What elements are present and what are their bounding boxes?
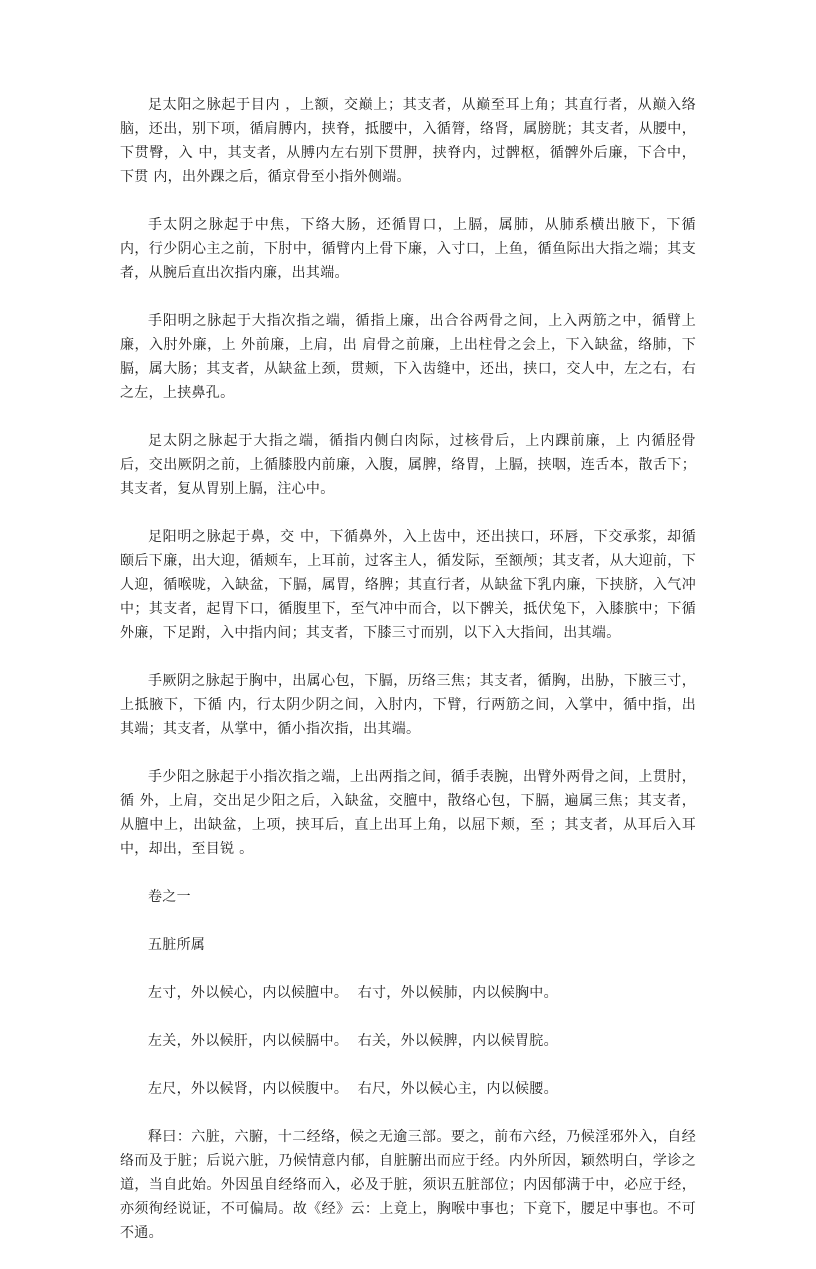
- meridian-paragraph-hand-yangming: 手阳明之脉起于大指次指之端，循指上廉，出合谷两骨之间，上入两筋之中，循臂上廉，入肘外廉，上 外前廉，上肩，出 肩骨之前廉，上出柱骨之会上，下入缺盆，络肺，下膈，属大肠；其支者，从缺盆上颈，贯颊，下入齿缝中，还出，挟口，交人中，左之右，右之左，上挟鼻孔。: [120, 313, 696, 401]
- pulse-line-chi-lower: 左尺，外以候肾，内以候腹中。 右尺，外以候心主，内以候腰。: [148, 1081, 558, 1097]
- subsection-title: 五脏所属: [148, 937, 206, 953]
- document-page: [120, 93, 696, 1269]
- section-title: 卷之一: [148, 889, 191, 905]
- meridian-paragraph-foot-taiyin: 足太阴之脉起于大指之端，循指内侧白肉际，过核骨后，上内踝前廉，上 内循胫骨后，交出厥阴之前，上循膝股内前廉，入腹，属脾，络胃，上膈，挟咽，连舌本，散舌下；其支者，复从胃别上膈，注心中。: [120, 433, 696, 497]
- meridian-paragraph-hand-shaoyang: 手少阳之脉起于小指次指之端，上出两指之间，循手表腕，出臂外两骨之间，上贯肘，循 外，上肩，交出足少阳之后，入缺盆，交膻中，散络心包，下膈，遍属三焦；其支者，从膻中上，出缺盆，上项，挟耳后，直上出耳上角，以屈下颊，至 ；其支者，从耳后入耳中，却出，至目锐 。: [120, 769, 696, 857]
- meridian-paragraph-foot-taiyang: 足太阳之脉起于目内 ，上额，交巅上；其支者，从巅至耳上角；其直行者，从巅入络脑，还出，别下项，循肩膊内，挟脊，抵腰中，入循膂，络肾，属膀胱；其支者，从腰中，下贯臀，入 中，其支者，从膊内左右别下贯胛，挟脊内，过髀枢，循髀外后廉，下合中，下贯 内，出外踝之后，循京骨至小指外侧端。: [120, 97, 696, 185]
- meridian-paragraph-hand-taiyin: 手太阴之脉起于中焦，下络大肠，还循胃口，上膈，属肺，从肺系横出腋下，下循 内，行少阴心主之前，下肘中，循臂内上骨下廉，入寸口，上鱼，循鱼际出大指之端；其支者，从腕后直出次指内廉，出其端。: [120, 217, 696, 281]
- commentary-paragraph: 释曰：六脏，六腑，十二经络，候之无逾三部。要之，前布六经，乃候淫邪外入，自经络而及于脏；后说六脏，乃候情意内郁，自脏腑出而应于经。内外所因，颖然明白，学诊之道，当自此始。外因虽自经络而入，必及于脏，须识五脏部位；内因郁满于中，必应于经，亦须徇经说证，不可偏局。故《经》云：上竟上，胸喉中事也；下竟下，腰足中事也。不可不通。: [120, 1129, 696, 1241]
- pulse-line-guan: 左关，外以候肝，内以候膈中。 右关，外以候脾，内以候胃脘。: [148, 1033, 558, 1049]
- pulse-line-chi-upper: 左寸，外以候心，内以候膻中。 右寸，外以候肺，内以候胸中。: [148, 985, 558, 1001]
- meridian-paragraph-foot-yangming: 足阳明之脉起于鼻，交 中，下循鼻外，入上齿中，还出挟口，环唇，下交承浆，却循颐后下廉，出大迎，循颊车，上耳前，过客主人，循发际，至额颅；其支者，从大迎前，下人迎，循喉咙，入缺盆，下膈，属胃，络脾；其直行者，从缺盆下乳内廉，下挟脐，入气冲中；其支者，起胃下口，循腹里下，至气冲中而合，以下髀关，抵伏兔下，入膝膑中；下循 外廉，下足跗，入中指内间；其支者，下膝三寸而别，以下入大指间，出其端。: [120, 529, 696, 641]
- meridian-paragraph-hand-jueyin: 手厥阴之脉起于胸中，出属心包，下膈，历络三焦；其支者，循胸，出胁，下腋三寸，上抵腋下，下循 内，行太阴少阴之间，入肘内，下臂，行两筋之间，入掌中，循中指，出其端；其支者，从掌中，循小指次指，出其端。: [120, 673, 696, 737]
